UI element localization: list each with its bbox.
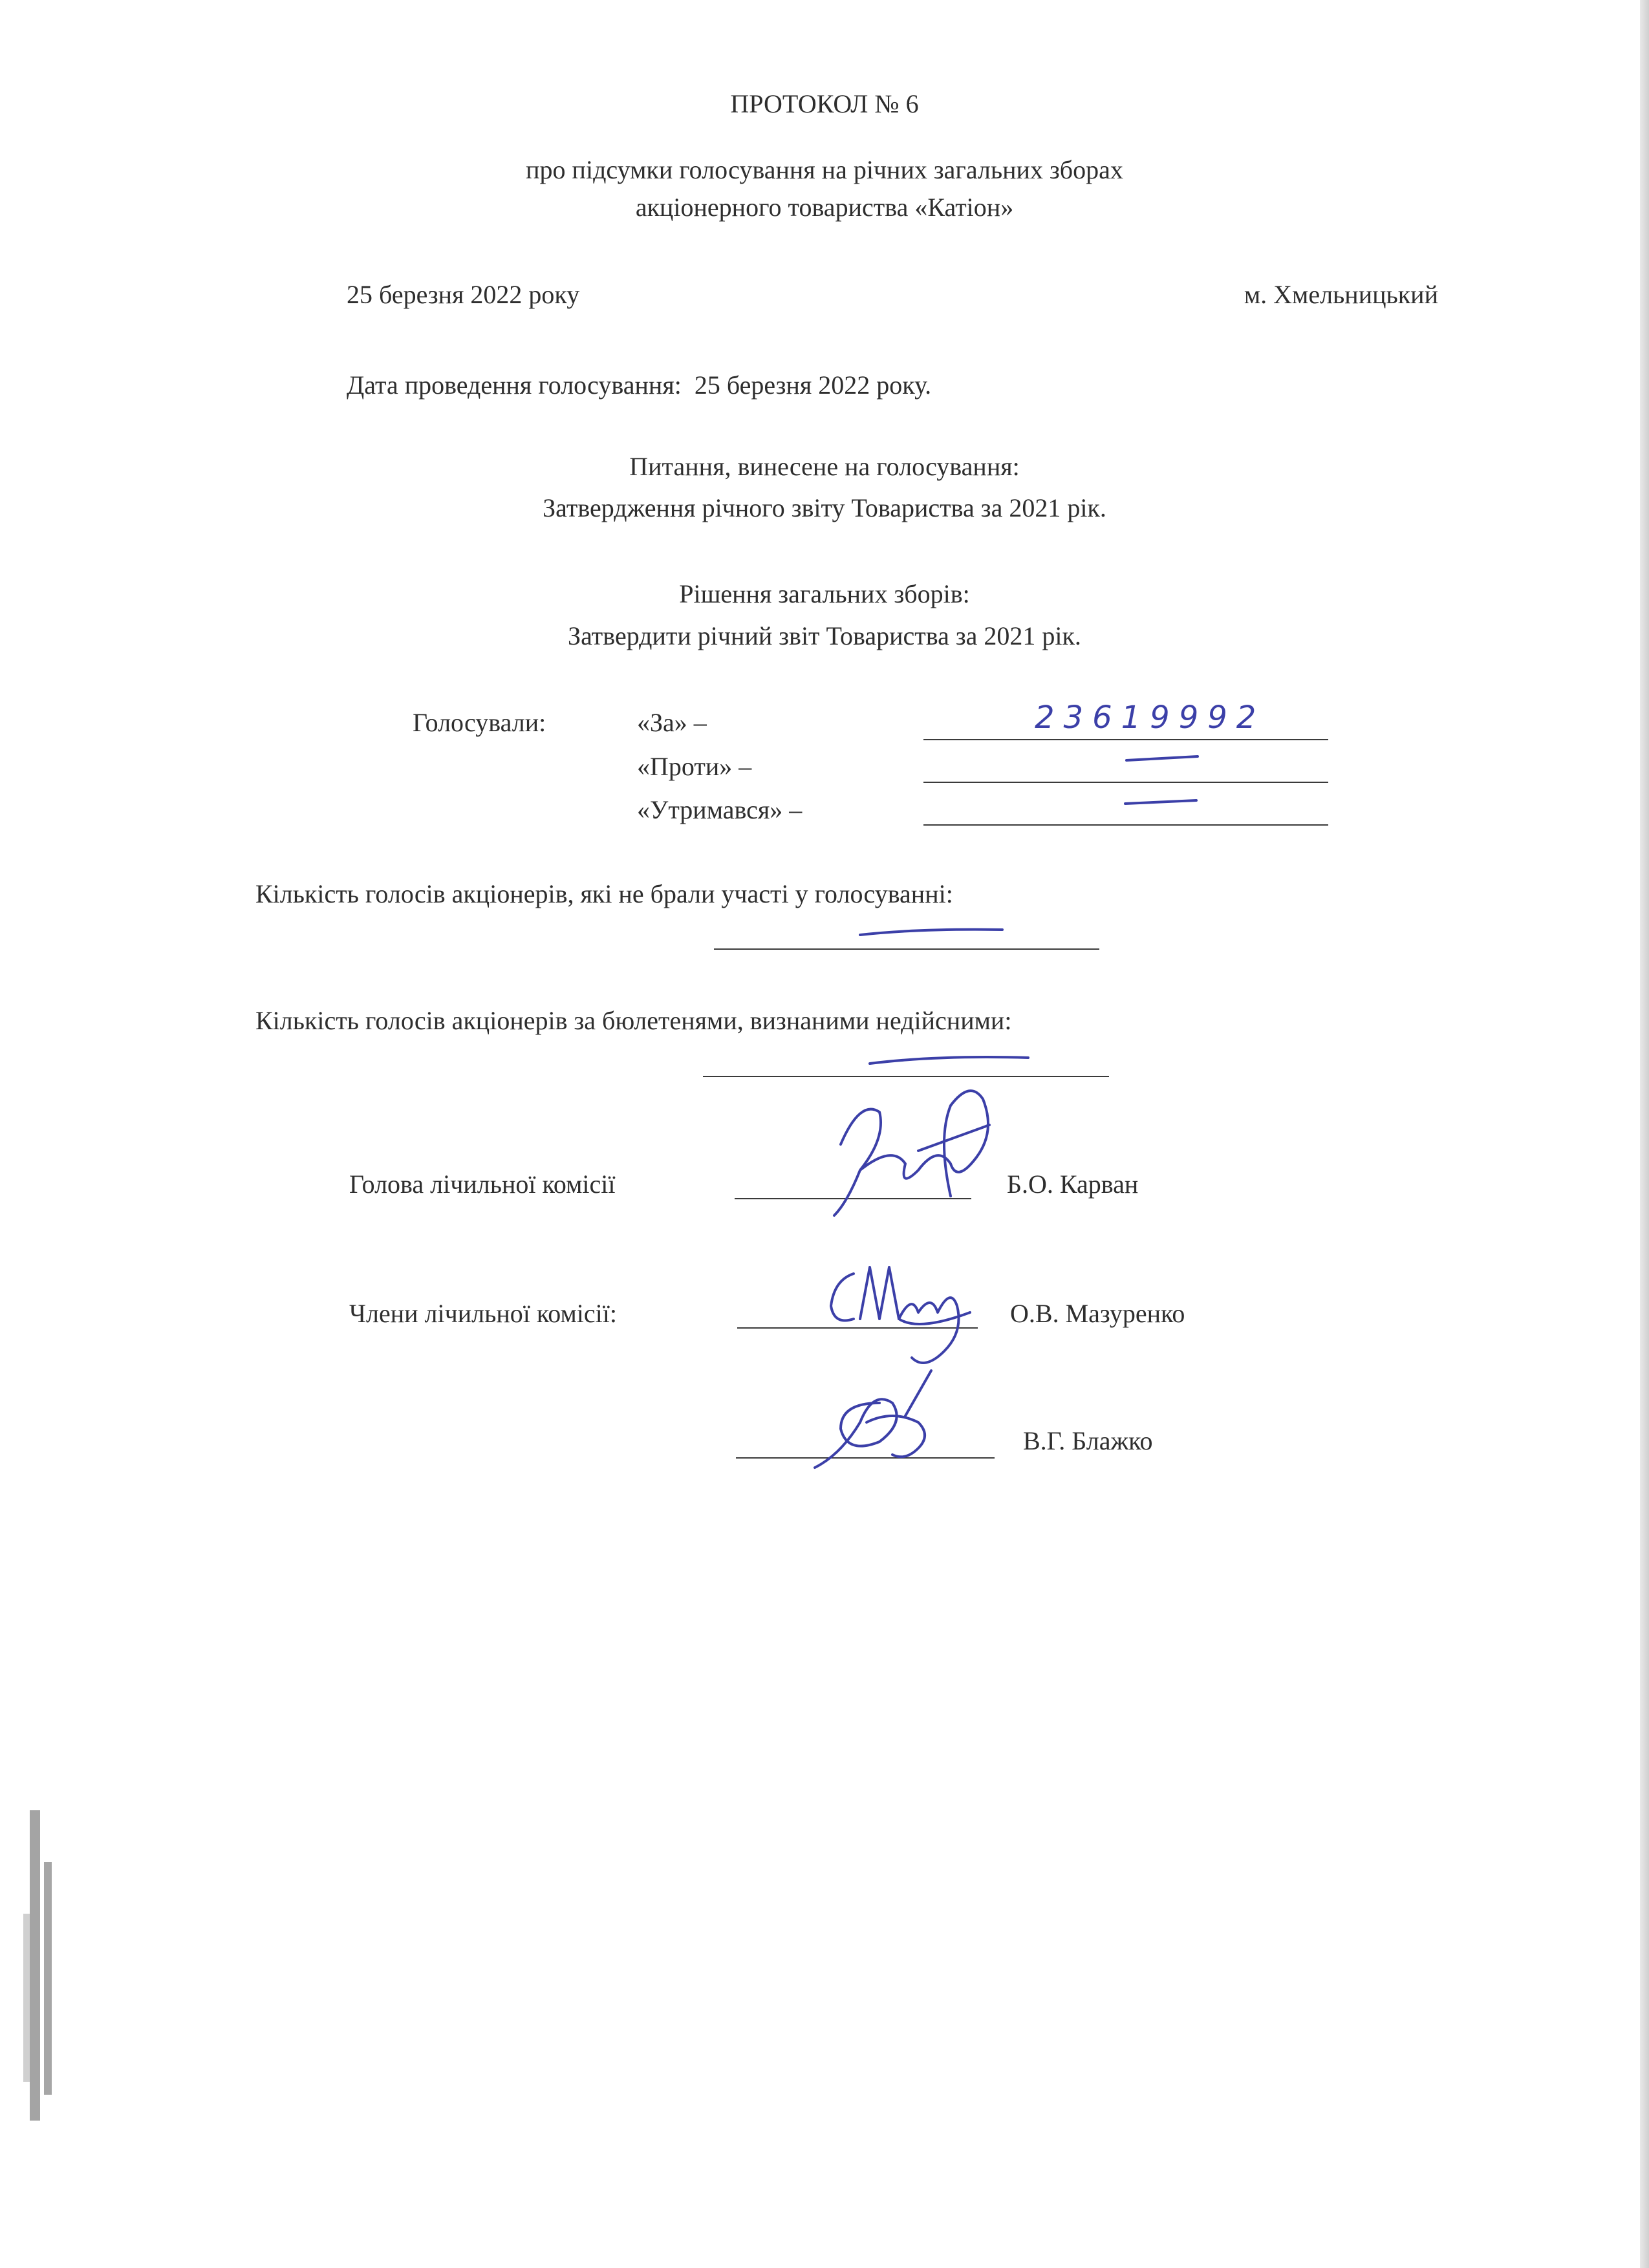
chair-label: Голова лічильної комісії — [349, 1170, 616, 1199]
vote-against-label: «Проти» – — [637, 752, 752, 781]
vote-for-label: «За» – — [637, 708, 707, 737]
vote-for-value: 23619992 — [1035, 700, 1266, 736]
member2-signature — [815, 1371, 931, 1468]
document-subtitle-line2: акціонерного товариства «Катіон» — [635, 193, 1014, 222]
voting-date-label: Дата проведення голосування: — [347, 370, 682, 400]
member1-signature — [831, 1267, 970, 1363]
question-heading: Питання, винесене на голосування: — [629, 452, 1020, 481]
member1-name: О.В. Мазуренко — [1010, 1299, 1185, 1328]
vote-abstain-label: «Утримався» – — [637, 795, 803, 824]
decision-heading: Рішення загальних зборів: — [679, 579, 970, 608]
member2-name: В.Г. Блажко — [1023, 1426, 1153, 1455]
not-participated-label: Кількість голосів акціонерів, які не брали участі у голосуванні: — [255, 879, 953, 908]
document-subtitle-line1: про підсумки голосування на річних загальних зборах — [526, 155, 1123, 184]
question-text: Затвердження річного звіту Товариства за 2021 рік. — [543, 493, 1106, 522]
voted-label: Голосували: — [413, 708, 546, 737]
document-title: ПРОТОКОЛ № 6 — [730, 89, 919, 118]
voting-date-value: 25 березня 2022 року. — [694, 370, 932, 400]
document-city: м. Хмельницький — [1244, 280, 1438, 309]
members-label: Члени лічильної комісії: — [349, 1299, 618, 1328]
scan-edge-shadow — [1640, 0, 1649, 2268]
invalid-ballots-label: Кількість голосів акціонерів за бюлетенями, визнаними недійсними: — [255, 1006, 1012, 1035]
chair-signature — [834, 1091, 989, 1215]
document-date: 25 березня 2022 року — [347, 280, 580, 309]
decision-text: Затвердити річний звіт Товариства за 2021 рік. — [568, 621, 1081, 650]
scan-artifact-mark — [18, 1784, 70, 2146]
chair-name: Б.О. Карван — [1007, 1170, 1139, 1199]
